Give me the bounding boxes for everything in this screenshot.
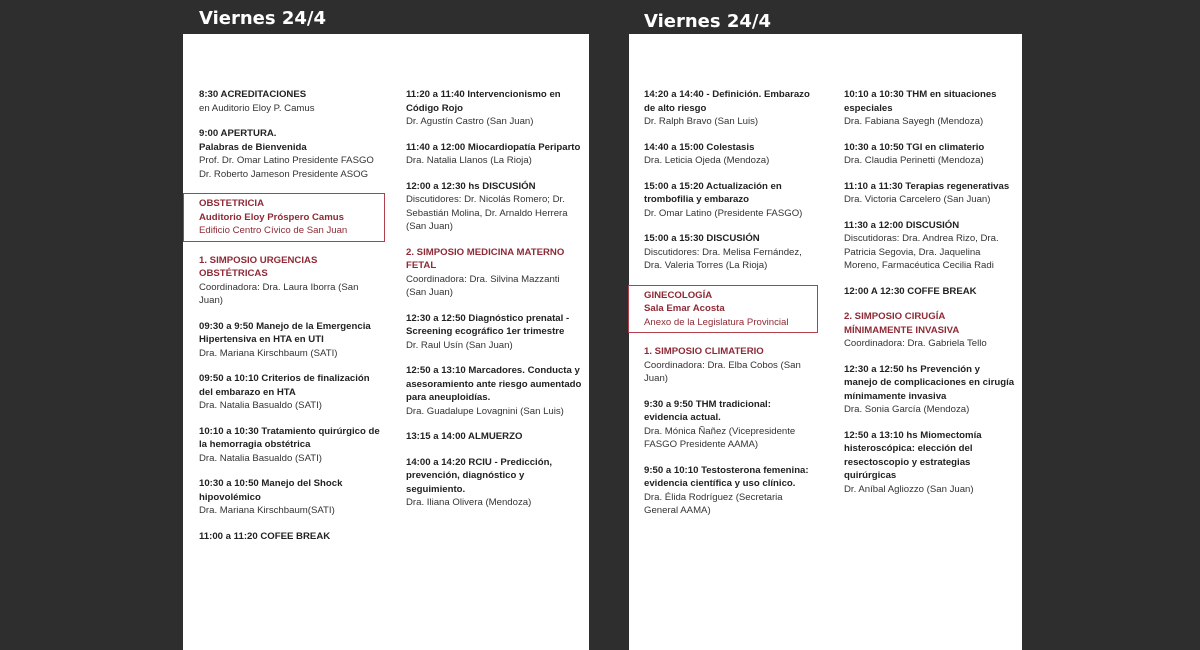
- right-page-title: Viernes 24/4: [644, 11, 772, 32]
- item-title: 12:30 a 12:50 hs Prevención y manejo de complicaciones en cirugía mínimamente invasiva: [844, 363, 1015, 402]
- program-item: [199, 530, 385, 544]
- right-program-sheet: [629, 34, 1022, 650]
- program-item: [199, 127, 385, 181]
- right-column-2: [844, 88, 1016, 508]
- program-item: [199, 88, 385, 115]
- item-title: 15:00 a 15:20 Actualización en trombofilia y embarazo: [644, 180, 782, 205]
- item-desc: Coordinadora: Dra. Silvina Mazzanti (San Juan): [406, 273, 560, 298]
- program-item: [644, 345, 816, 386]
- program-item: [199, 425, 385, 466]
- venue-room: Sala Emar Acosta: [644, 303, 725, 314]
- item-desc: Dra. Natalia Basualdo (SATI): [199, 452, 322, 464]
- program-item: [644, 141, 816, 168]
- item-title: 14:40 a 15:00 Colestasis: [644, 141, 755, 153]
- item-desc: Dr. Raul Usín (San Juan): [406, 339, 513, 351]
- item-title: 14:00 a 14:20 RCIU - Predicción, prevención, diagnóstico y seguimiento.: [406, 456, 553, 495]
- item-desc: Dra. Natalia Llanos (La Rioja): [406, 155, 532, 166]
- item-desc: Dra. Victoria Carcelero (San Juan): [844, 194, 991, 205]
- symposium-title: 2. SIMPOSIO CIRUGÍA MÍNIMAMENTE INVASIVA: [844, 311, 960, 336]
- item-desc: en Auditorio Eloy P. Camus: [199, 102, 315, 114]
- program-item: [406, 430, 582, 444]
- item-title: 9:00 APERTURA. Palabras de Bienvenida: [199, 128, 307, 153]
- item-desc: Dra. Natalia Basualdo (SATI): [199, 400, 322, 411]
- program-item: [644, 180, 816, 221]
- item-desc: Dra. Fabiana Sayegh (Mendoza): [844, 116, 984, 127]
- program-item: [406, 141, 582, 168]
- item-desc: Dra. Mónica Ñañez (Vicepresidente FASGO Presidente AAMA): [644, 425, 796, 450]
- item-title: 9:30 a 9:50 THM tradicional: evidencia actual.: [644, 398, 771, 423]
- program-item: [199, 254, 385, 308]
- venue-box-obstetricia: [183, 193, 385, 242]
- item-title: 12:00 A 12:30 COFFE BREAK: [844, 285, 977, 297]
- venue-area: GINECOLOGÍA: [644, 289, 713, 301]
- item-title: 11:00 a 11:20 COFEE BREAK: [199, 530, 331, 542]
- program-item: [844, 310, 1016, 351]
- item-title: 12:50 a 13:10 hs Miomectomía histeroscópica: elección del resectoscopio y estrategias quirúrgicas: [844, 429, 982, 481]
- symposium-title: 2. SIMPOSIO MEDICINA MATERNO FETAL: [406, 246, 565, 271]
- left-program-sheet: [183, 34, 589, 650]
- item-title: 10:30 a 10:50 Manejo del Shock hipovolémico: [199, 478, 343, 503]
- program-item: [844, 88, 1016, 129]
- item-desc: Discutidoras: Dra. Andrea Rizo, Dra. Patricia Segovia, Dra. Jaquelina Moreno, Farmacéutica Cecilia Radi: [844, 233, 999, 271]
- item-desc: Dra. Claudia Perinetti (Mendoza): [844, 155, 984, 166]
- item-title: 10:10 a 10:30 THM en situaciones especiales: [844, 89, 997, 114]
- venue-building: Anexo de la Legislatura Provincial: [644, 316, 789, 328]
- program-item: [844, 219, 1016, 273]
- program-item: [406, 180, 582, 234]
- program-item: [644, 232, 816, 273]
- left-column-2: [406, 88, 582, 522]
- program-item: [644, 88, 816, 129]
- item-desc: Dra. Iliana Olivera (Mendoza): [406, 497, 532, 508]
- program-item: [844, 141, 1016, 168]
- item-title: 10:10 a 10:30 Tratamiento quirúrgico de la hemorragia obstétrica: [199, 425, 380, 450]
- program-item: [844, 180, 1016, 207]
- item-desc: Dra. Sonia García (Mendoza): [844, 404, 970, 415]
- item-desc: Dra. Leticia Ojeda (Mendoza): [644, 155, 770, 166]
- item-title: 11:30 a 12:00 DISCUSIÓN: [844, 219, 960, 231]
- symposium-title: 1. SIMPOSIO CLIMATERIO: [644, 346, 764, 357]
- item-title: 10:30 a 10:50 TGI en climaterio: [844, 141, 985, 153]
- venue-box-ginecologia: [628, 285, 818, 334]
- item-title: 8:30 ACREDITACIONES: [199, 89, 307, 100]
- venue-room: Auditorio Eloy Próspero Camus: [199, 211, 344, 223]
- program-item: [844, 285, 1016, 299]
- item-desc: Dr. Ralph Bravo (San Luis): [644, 116, 759, 127]
- item-title: 14:20 a 14:40 - Definición. Embarazo de alto riesgo: [644, 89, 810, 114]
- program-item: [406, 456, 582, 510]
- program-item: [844, 363, 1016, 417]
- item-desc: Dra. Mariana Kirschbaum(SATI): [199, 505, 335, 516]
- item-desc: Dr. Omar Latino (Presidente FASGO): [644, 207, 803, 219]
- item-title: 09:50 a 10:10 Criterios de finalización del embarazo en HTA: [199, 373, 370, 398]
- program-item: [644, 398, 816, 452]
- right-column-1: [644, 88, 816, 530]
- item-title: 11:40 a 12:00 Miocardiopatía Periparto: [406, 141, 581, 153]
- venue-building: Edificio Centro Cívico de San Juan: [199, 225, 348, 236]
- item-title: 12:30 a 12:50 Diagnóstico prenatal - Screening ecográfico 1er trimestre: [406, 312, 570, 337]
- item-desc: Dra. Guadalupe Lovagnini (San Luis): [406, 405, 564, 417]
- program-item: [844, 429, 1016, 497]
- item-desc: Discutidores: Dra. Melisa Fernández, Dra. Valeria Torres (La Rioja): [644, 246, 802, 271]
- left-column-1: [199, 88, 385, 555]
- item-desc: Dra. Mariana Kirschbaum (SATI): [199, 347, 338, 359]
- program-item: [406, 364, 582, 418]
- item-title: 15:00 a 15:30 DISCUSIÓN: [644, 233, 760, 244]
- item-desc: Prof. Dr. Omar Latino Presidente FASGO Dr. Roberto Jameson Presidente ASOG: [199, 155, 374, 180]
- item-desc: Coordinadora: Dra. Elba Cobos (San Juan): [644, 359, 801, 384]
- item-title: 13:15 a 14:00 ALMUERZO: [406, 431, 523, 442]
- item-title: 11:20 a 11:40 Intervencionismo en Código Rojo: [406, 89, 561, 114]
- left-page-title: Viernes 24/4: [199, 8, 327, 29]
- program-item: [199, 477, 385, 518]
- item-title: 12:50 a 13:10 Marcadores. Conducta y asesoramiento ante riesgo aumentado para aneuploidías.: [406, 365, 582, 403]
- program-item: [406, 246, 582, 300]
- item-title: 9:50 a 10:10 Testosterona femenina: evidencia científica y uso clínico.: [644, 464, 809, 489]
- program-item: [406, 312, 582, 353]
- item-desc: Dr. Aníbal Agliozzo (San Juan): [844, 483, 974, 495]
- item-title: 12:00 a 12:30 hs DISCUSIÓN: [406, 180, 536, 192]
- program-item: [199, 320, 385, 361]
- program-item: [644, 464, 816, 518]
- symposium-title: 1. SIMPOSIO URGENCIAS OBSTÉTRICAS: [199, 254, 318, 279]
- item-desc: Coordinadora: Dra. Gabriela Tello: [844, 338, 987, 349]
- program-item: [199, 372, 385, 413]
- item-title: 09:30 a 9:50 Manejo de la Emergencia Hipertensiva en HTA en UTI: [199, 320, 371, 345]
- item-desc: Dr. Agustín Castro (San Juan): [406, 116, 534, 127]
- item-desc: Dra. Élida Rodríguez (Secretaria General AAMA): [644, 491, 783, 516]
- item-desc: Discutidores: Dr. Nicolás Romero; Dr. Sebastián Molina, Dr. Arnaldo Herrera (San Juan): [406, 194, 568, 232]
- item-title: 11:10 a 11:30 Terapias regenerativas: [844, 180, 1010, 192]
- program-item: [406, 88, 582, 129]
- venue-area: OBSTETRICIA: [199, 198, 265, 209]
- item-desc: Coordinadora: Dra. Laura Iborra (San Juan): [199, 281, 359, 306]
